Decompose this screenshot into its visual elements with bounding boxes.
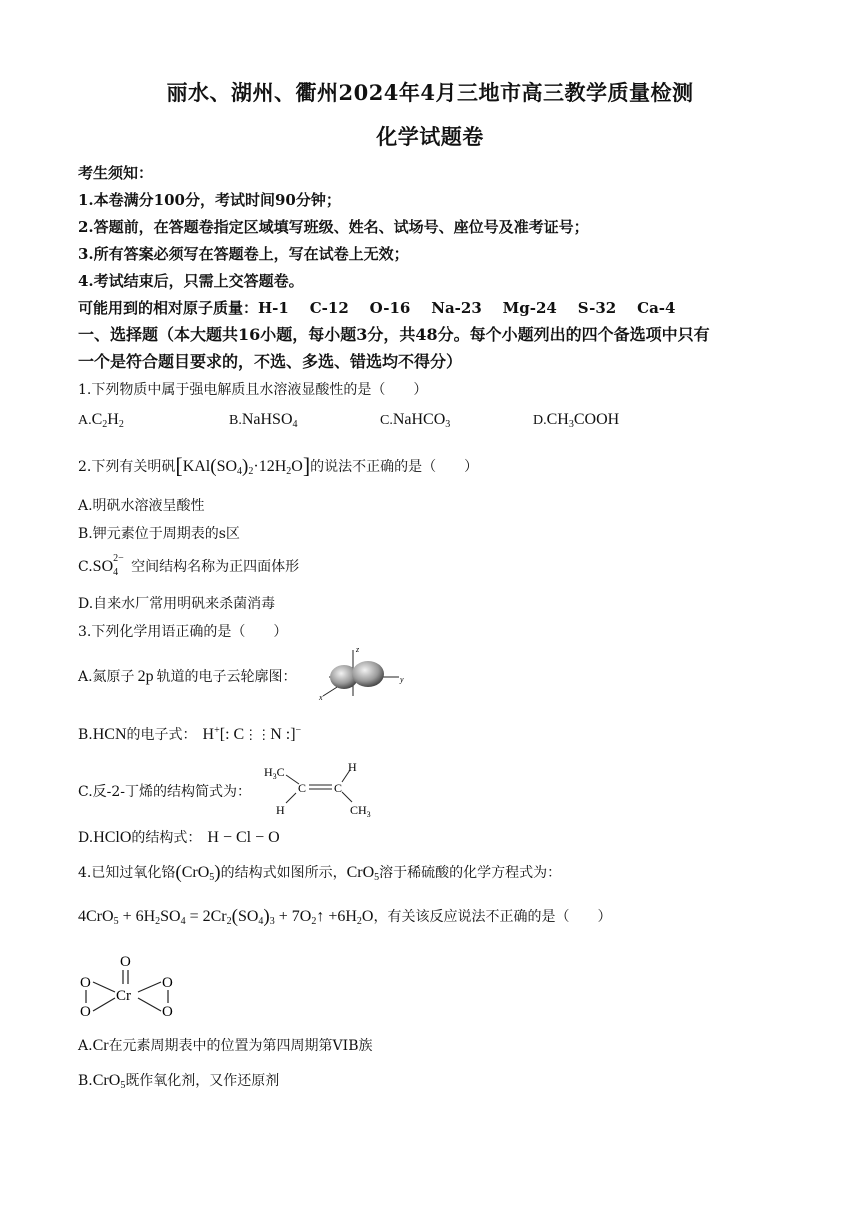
svg-text:Cr: Cr xyxy=(116,988,131,1004)
question-4-stem: 4.已知过氧化铬(CrO$_5$)的结构式如图所示，CrO$_5$溶于稀硫酸的化学方程式为： xyxy=(78,862,562,883)
q4-equation-line: $4CrO_5 + 6H_2SO_4 = 2Cr_2(SO_4)_3$ + $7O_2↑ +6H_2O$，有关该反应说法不正确的是（ ） xyxy=(78,906,612,927)
svg-text:C: C xyxy=(334,781,343,795)
atomic-masses: 可能用到的相对原子质量：H-1 C-12 O-16 Na-23 Mg-24 S-32 Ca-4 xyxy=(78,299,676,317)
q2-option-d: D.自来水厂常用明矾来杀菌消毒 xyxy=(78,596,276,612)
question-3-stem: 3.下列化学用语正确的是（ ） xyxy=(78,624,288,640)
svg-text:H: H xyxy=(348,760,357,774)
question-1-stem: 1.下列物质中属于强电解质且水溶液显酸性的是（ ） xyxy=(78,382,428,398)
q2-option-c: C.SO 2− 4 空间结构名称为正四面体形 xyxy=(78,553,300,578)
q1-option-b: B.NaHSO$_4$ xyxy=(229,411,298,430)
svg-text:O: O xyxy=(80,975,91,991)
svg-text:H3C: $H_3C$ xyxy=(264,765,285,781)
section-heading-line2: 一个是符合题目要求的，不选、多选、错选均不得分） xyxy=(78,352,463,371)
option-label: D. xyxy=(533,413,547,428)
axis-label-y: y xyxy=(400,675,404,684)
svg-text:O: O xyxy=(162,975,173,991)
q3-option-d: D.HClO的结构式： H − Cl − O xyxy=(78,829,280,846)
q4-option-a: A.Cr在元素周期表中的位置为第四周期第VIB族 xyxy=(78,1037,373,1054)
section-heading-line1: 一、选择题（本大题共16小题，每小题3分，共48分。每个小题列出的四个备选项中只有 xyxy=(78,325,710,344)
orbital-lobe-right xyxy=(352,661,384,687)
hcn-electron-formula: H+[: C⋮⋮N :]− xyxy=(202,725,302,743)
trans-2-butene-structure xyxy=(262,760,382,818)
option-label: B. xyxy=(229,413,242,428)
svg-text:O: O xyxy=(162,1004,173,1020)
q3-option-c: C.反-2-丁烯的结构简式为： xyxy=(78,784,252,800)
notice-item-4: 4.考试结束后，只需上交答题卷。 xyxy=(78,272,304,290)
notice-item-3: 3.所有答案必须写在答题卷上，写在试卷上无效； xyxy=(78,245,409,263)
q2-option-b: B.钾元素位于周期表的s区 xyxy=(78,526,240,542)
notice-heading: 考生须知： xyxy=(78,164,154,182)
sulfate-ion: SO 2− 4 xyxy=(92,553,124,578)
option-label: A. xyxy=(78,413,92,428)
p-orbital-diagram xyxy=(315,644,407,702)
axis-label-z: z xyxy=(356,645,360,654)
svg-text:CH3: $CH_3$ xyxy=(350,803,371,818)
page-title: 丽水、湖州、衢州2024年4月三地市高三教学质量检测 xyxy=(166,80,694,105)
q3-option-a: A.氮原子 2p 轨道的电子云轮廓图： xyxy=(78,668,297,685)
cro5-structure xyxy=(76,950,186,1022)
svg-text:H: H xyxy=(276,803,285,817)
svg-text:O: O xyxy=(80,1004,91,1020)
q1-option-c: C.NaHCO$_3$ xyxy=(380,411,451,430)
axis-label-x: x xyxy=(319,693,323,702)
q1-option-a: $A.C_2H_2$ xyxy=(78,411,124,430)
notice-item-2: 2.答题前，在答题卷指定区域填写班级、姓名、试场号、座位号及准考证号； xyxy=(78,218,589,236)
chemical-equation: $4CrO_5 + 6H_2SO_4 = 2Cr_2(SO_4)_3$ + $7O_2↑ +6H_2O$ xyxy=(78,906,374,927)
svg-text:O: O xyxy=(120,954,131,970)
alum-formula: $[KAl(SO_4)_2\cdot 12H_2O]$ xyxy=(175,453,311,478)
option-label: C. xyxy=(380,413,393,428)
page-subtitle: 化学试题卷 xyxy=(376,124,484,149)
q2-option-a: A.明矾水溶液呈酸性 xyxy=(78,498,205,514)
notice-item-1: 1.本卷满分100分，考试时间90分钟； xyxy=(78,191,341,209)
svg-text:C: C xyxy=(298,781,307,795)
q3-option-b: B.HCN的电子式： H+[: C⋮⋮N :]− xyxy=(78,725,302,743)
q1-option-d: $D.CH_3COOH$ xyxy=(533,411,620,430)
question-2-stem: 2.下列有关明矾$[KAl(SO_4)_2\cdot 12H_2O]$的说法不正确的是（ ） xyxy=(78,453,479,478)
q4-option-b: B.CrO$_5$既作氧化剂，又作还原剂 xyxy=(78,1072,280,1091)
